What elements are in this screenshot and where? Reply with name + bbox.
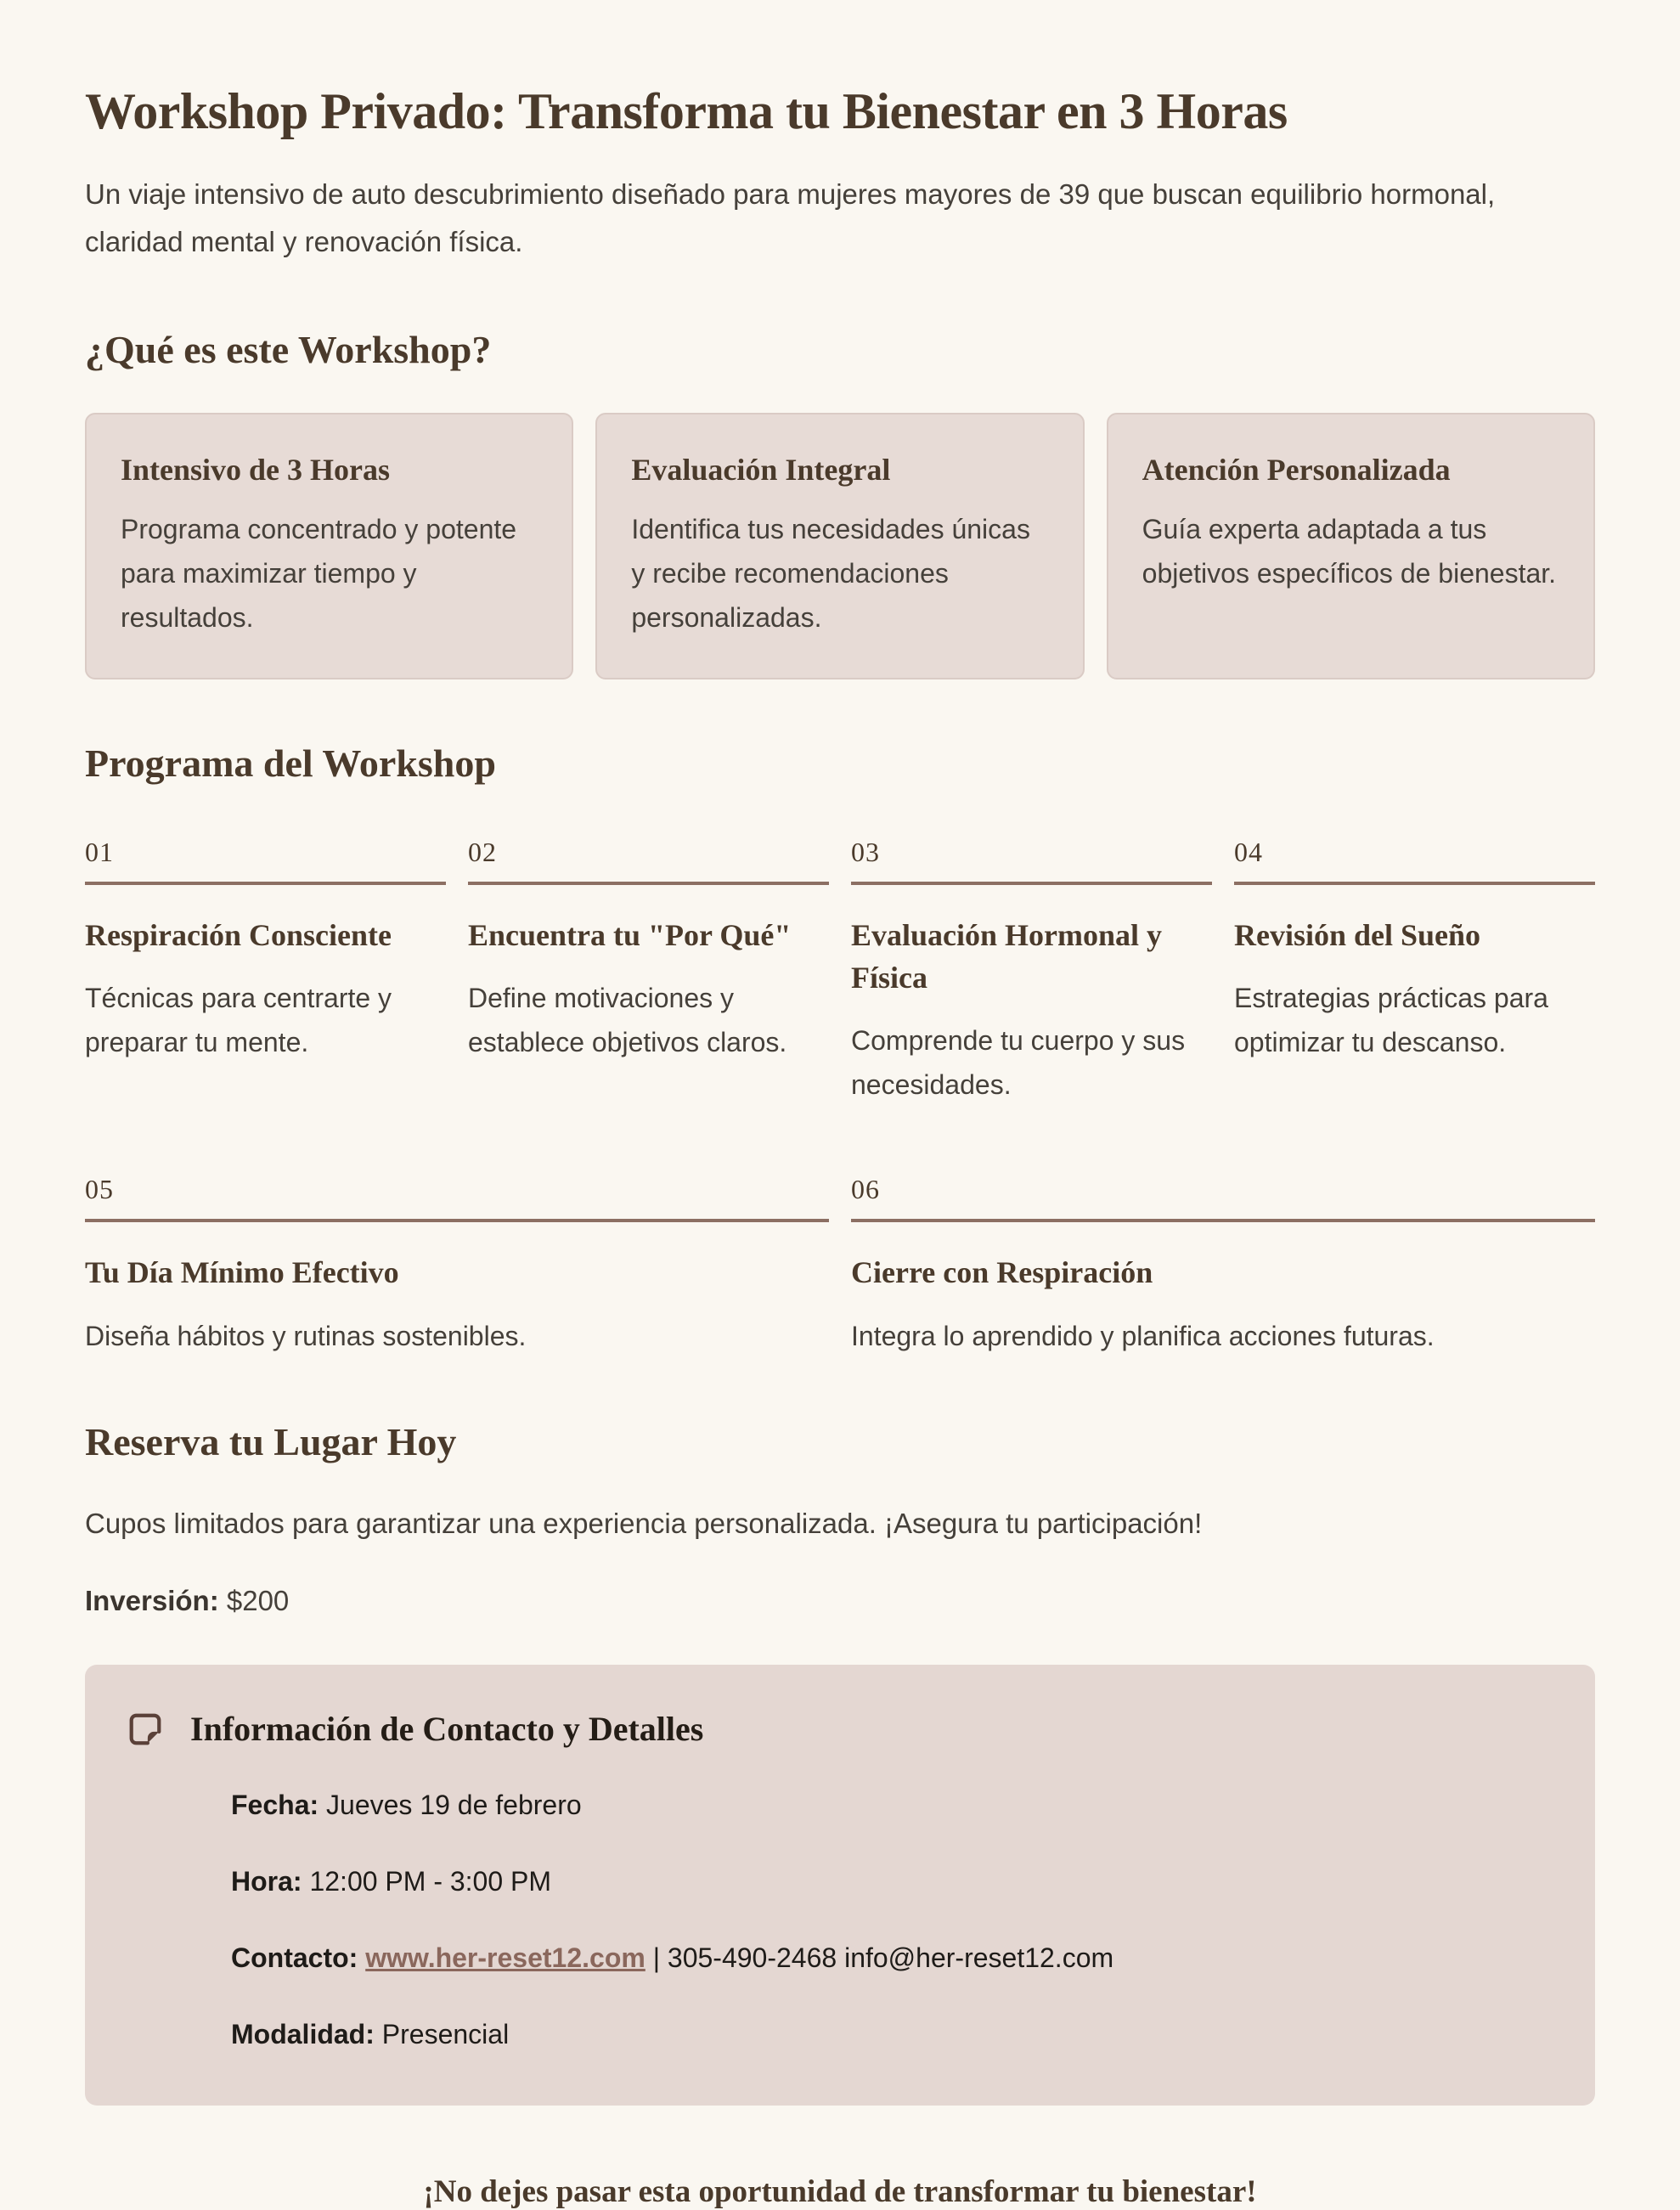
- program-title: Cierre con Respiración: [851, 1255, 1153, 1290]
- program-number: 05: [85, 1174, 114, 1205]
- divider-rule: [85, 882, 446, 885]
- card-title: Atención Personalizada: [1142, 453, 1451, 488]
- program-number: 01: [85, 836, 114, 867]
- program-body: Define motivaciones y establece objetivos claros.: [468, 983, 787, 1057]
- program-item-06: [851, 1174, 1595, 1358]
- contact-value: | 305-490-2468 info@her-reset12.com: [652, 1942, 1114, 1974]
- contact-box: [85, 1665, 1595, 2106]
- contact-value: Presencial: [381, 2019, 510, 2050]
- program-body: Estrategias prácticas para optimizar tu descanso.: [1234, 983, 1548, 1057]
- contact-label: Modalidad:: [231, 2019, 375, 2050]
- intro-paragraph: Un viaje intensivo de auto descubrimiento diseñado para mujeres mayores de 39 que buscan equilibrio hormonal, claridad mental y renovación física.: [85, 178, 1496, 258]
- program-title: Tu Día Mínimo Efectivo: [85, 1255, 399, 1290]
- investment-line: [85, 1585, 1595, 1617]
- program-item-04: [1234, 837, 1595, 1108]
- reserve-paragraph: Cupos limitados para garantizar una experiencia personalizada. ¡Asegura tu participación!: [85, 1508, 1203, 1540]
- card-title: Intensivo de 3 Horas: [121, 453, 391, 488]
- contact-label: Hora:: [231, 1866, 302, 1897]
- closing-line: ¡No dejes pasar esta oportunidad de transformar tu bienestar!: [423, 2174, 1257, 2210]
- program-grid: [85, 837, 1595, 1359]
- program-body: Diseña hábitos y rutinas sostenibles.: [85, 1320, 527, 1351]
- divider-rule: [85, 1219, 829, 1222]
- program-body: Comprende tu cuerpo y sus necesidades.: [851, 1025, 1186, 1101]
- investment-label: Inversión:: [85, 1585, 219, 1617]
- program-item-05: [85, 1174, 829, 1358]
- card-title: Evaluación Integral: [631, 453, 891, 488]
- contact-label: Fecha:: [231, 1790, 319, 1821]
- program-title: Encuentra tu "Por Qué": [468, 917, 792, 952]
- program-item-02: [468, 837, 829, 1108]
- feature-card-atencion: [1107, 413, 1595, 679]
- divider-rule: [851, 882, 1212, 885]
- contact-row-fecha: [231, 1784, 1553, 1825]
- program-body: Integra lo aprendido y planifica acciones futuras.: [851, 1320, 1435, 1351]
- divider-rule: [468, 882, 829, 885]
- feature-card-evaluacion: [595, 413, 1084, 679]
- program-body: Técnicas para centrarte y preparar tu mente.: [85, 983, 392, 1057]
- feature-cards: [85, 413, 1595, 679]
- contact-title: Información de Contacto y Detalles: [190, 1710, 704, 1749]
- contact-value: Jueves 19 de febrero: [326, 1790, 582, 1821]
- contact-label: Contacto:: [231, 1942, 358, 1974]
- sticky-note-icon: [126, 1710, 165, 1749]
- section-heading-what: ¿Qué es este Workshop?: [85, 328, 492, 372]
- contact-value: 12:00 PM - 3:00 PM: [309, 1866, 552, 1897]
- contact-row-contacto: [231, 1937, 1553, 1978]
- website-link[interactable]: www.her-reset12.com: [365, 1942, 646, 1974]
- program-number: 04: [1234, 836, 1263, 867]
- contact-row-modalidad: [231, 2014, 1553, 2055]
- program-number: 06: [851, 1174, 880, 1205]
- card-body: Guía experta adaptada a tus objetivos específicos de bienestar.: [1142, 514, 1557, 589]
- divider-rule: [851, 1219, 1595, 1222]
- program-title: Respiración Consciente: [85, 917, 392, 952]
- contact-header: [126, 1709, 1553, 1749]
- contact-row-hora: [231, 1861, 1553, 1902]
- section-heading-program: Programa del Workshop: [85, 741, 496, 785]
- divider-rule: [1234, 882, 1595, 885]
- feature-card-intensivo: [85, 413, 573, 679]
- program-title: Evaluación Hormonal y Física: [851, 917, 1163, 995]
- program-item-03: [851, 837, 1212, 1108]
- investment-value: $200: [226, 1585, 290, 1617]
- program-title: Revisión del Sueño: [1234, 917, 1481, 952]
- program-item-01: [85, 837, 446, 1108]
- program-number: 02: [468, 836, 497, 867]
- page-title: Workshop Privado: Transforma tu Bienestar en 3 Horas: [85, 83, 1288, 139]
- program-number: 03: [851, 836, 880, 867]
- card-body: Programa concentrado y potente para maximizar tiempo y resultados.: [121, 514, 517, 633]
- card-body: Identifica tus necesidades únicas y recibe recomendaciones personalizadas.: [631, 514, 1030, 633]
- section-heading-reserve: Reserva tu Lugar Hoy: [85, 1420, 457, 1464]
- contact-rows: [231, 1784, 1553, 2055]
